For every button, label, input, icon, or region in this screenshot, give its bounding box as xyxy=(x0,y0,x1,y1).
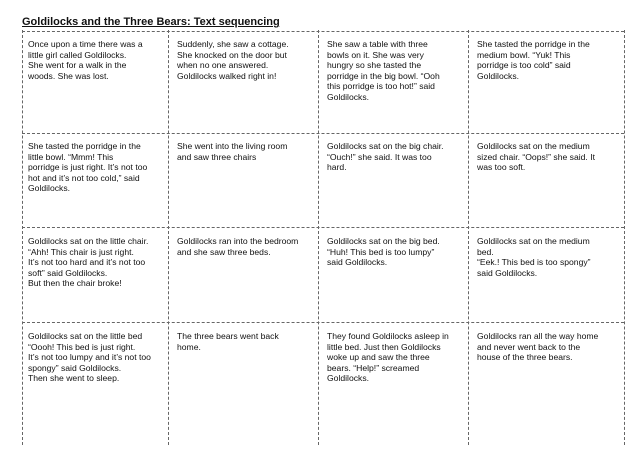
story-card: Goldilocks sat on the little chair. “Ahh! This chair is just right. It’s not too hard and it’s not too soft” said Goldilocks. But then the chair broke! xyxy=(28,236,149,289)
cut-line-vertical xyxy=(318,30,319,445)
cut-line-vertical xyxy=(468,30,469,445)
cut-line-vertical xyxy=(168,30,169,445)
story-card: Goldilocks sat on the big chair. “Ouch!” she said. It was too hard. xyxy=(327,141,444,173)
cut-line-horizontal xyxy=(22,227,624,228)
cut-line-vertical xyxy=(624,30,625,445)
story-card: Goldilocks ran all the way home and never went back to the house of the three bears. xyxy=(477,331,599,363)
story-card: Once upon a time there was a little girl called Goldilocks. She went for a walk in the woods. She was lost. xyxy=(28,39,143,81)
story-card: She tasted the porridge in the medium bowl. “Yuk! This porridge is too cold” said Goldilocks. xyxy=(477,39,590,81)
story-card: She tasted the porridge in the little bowl. “Mmm! This porridge is just right. It’s not too hot and it’s not too cold,” said Goldilocks. xyxy=(28,141,148,194)
story-card: Goldilocks sat on the little bed “Oooh! This bed is just right. It’s not too lumpy and it’s not too spongy” said Goldilocks. Then she went to sleep. xyxy=(28,331,151,384)
cut-line-vertical xyxy=(22,30,23,445)
cut-line-horizontal xyxy=(22,133,624,134)
story-card: She went into the living room and saw three chairs xyxy=(177,141,288,162)
story-card: Suddenly, she saw a cottage. She knocked on the door but when no one answered. Goldilocks walked right in! xyxy=(177,39,289,81)
story-card: Goldilocks ran into the bedroom and she saw three beds. xyxy=(177,236,299,257)
story-card: Goldilocks sat on the medium bed. “Eek.! This bed is too spongy” said Goldilocks. xyxy=(477,236,591,278)
story-card: The three bears went back home. xyxy=(177,331,279,352)
story-card: Goldilocks sat on the big bed. “Huh! This bed is too lumpy” said Goldilocks. xyxy=(327,236,440,268)
story-card: Goldilocks sat on the medium sized chair. “Oops!” she said. It was too soft. xyxy=(477,141,595,173)
cut-line-horizontal xyxy=(22,31,624,32)
story-card: They found Goldilocks asleep in little bed. Just then Goldilocks woke up and saw the three bears. “Help!” screamed Goldilocks. xyxy=(327,331,449,384)
cut-line-horizontal xyxy=(22,322,624,323)
worksheet-title: Goldilocks and the Three Bears: Text sequencing xyxy=(22,16,280,28)
story-card: She saw a table with three bowls on it. She was very hungry so she tasted the porridge in the big bowl. “Ooh this porridge is too hot!” said Goldilocks. xyxy=(327,39,440,102)
